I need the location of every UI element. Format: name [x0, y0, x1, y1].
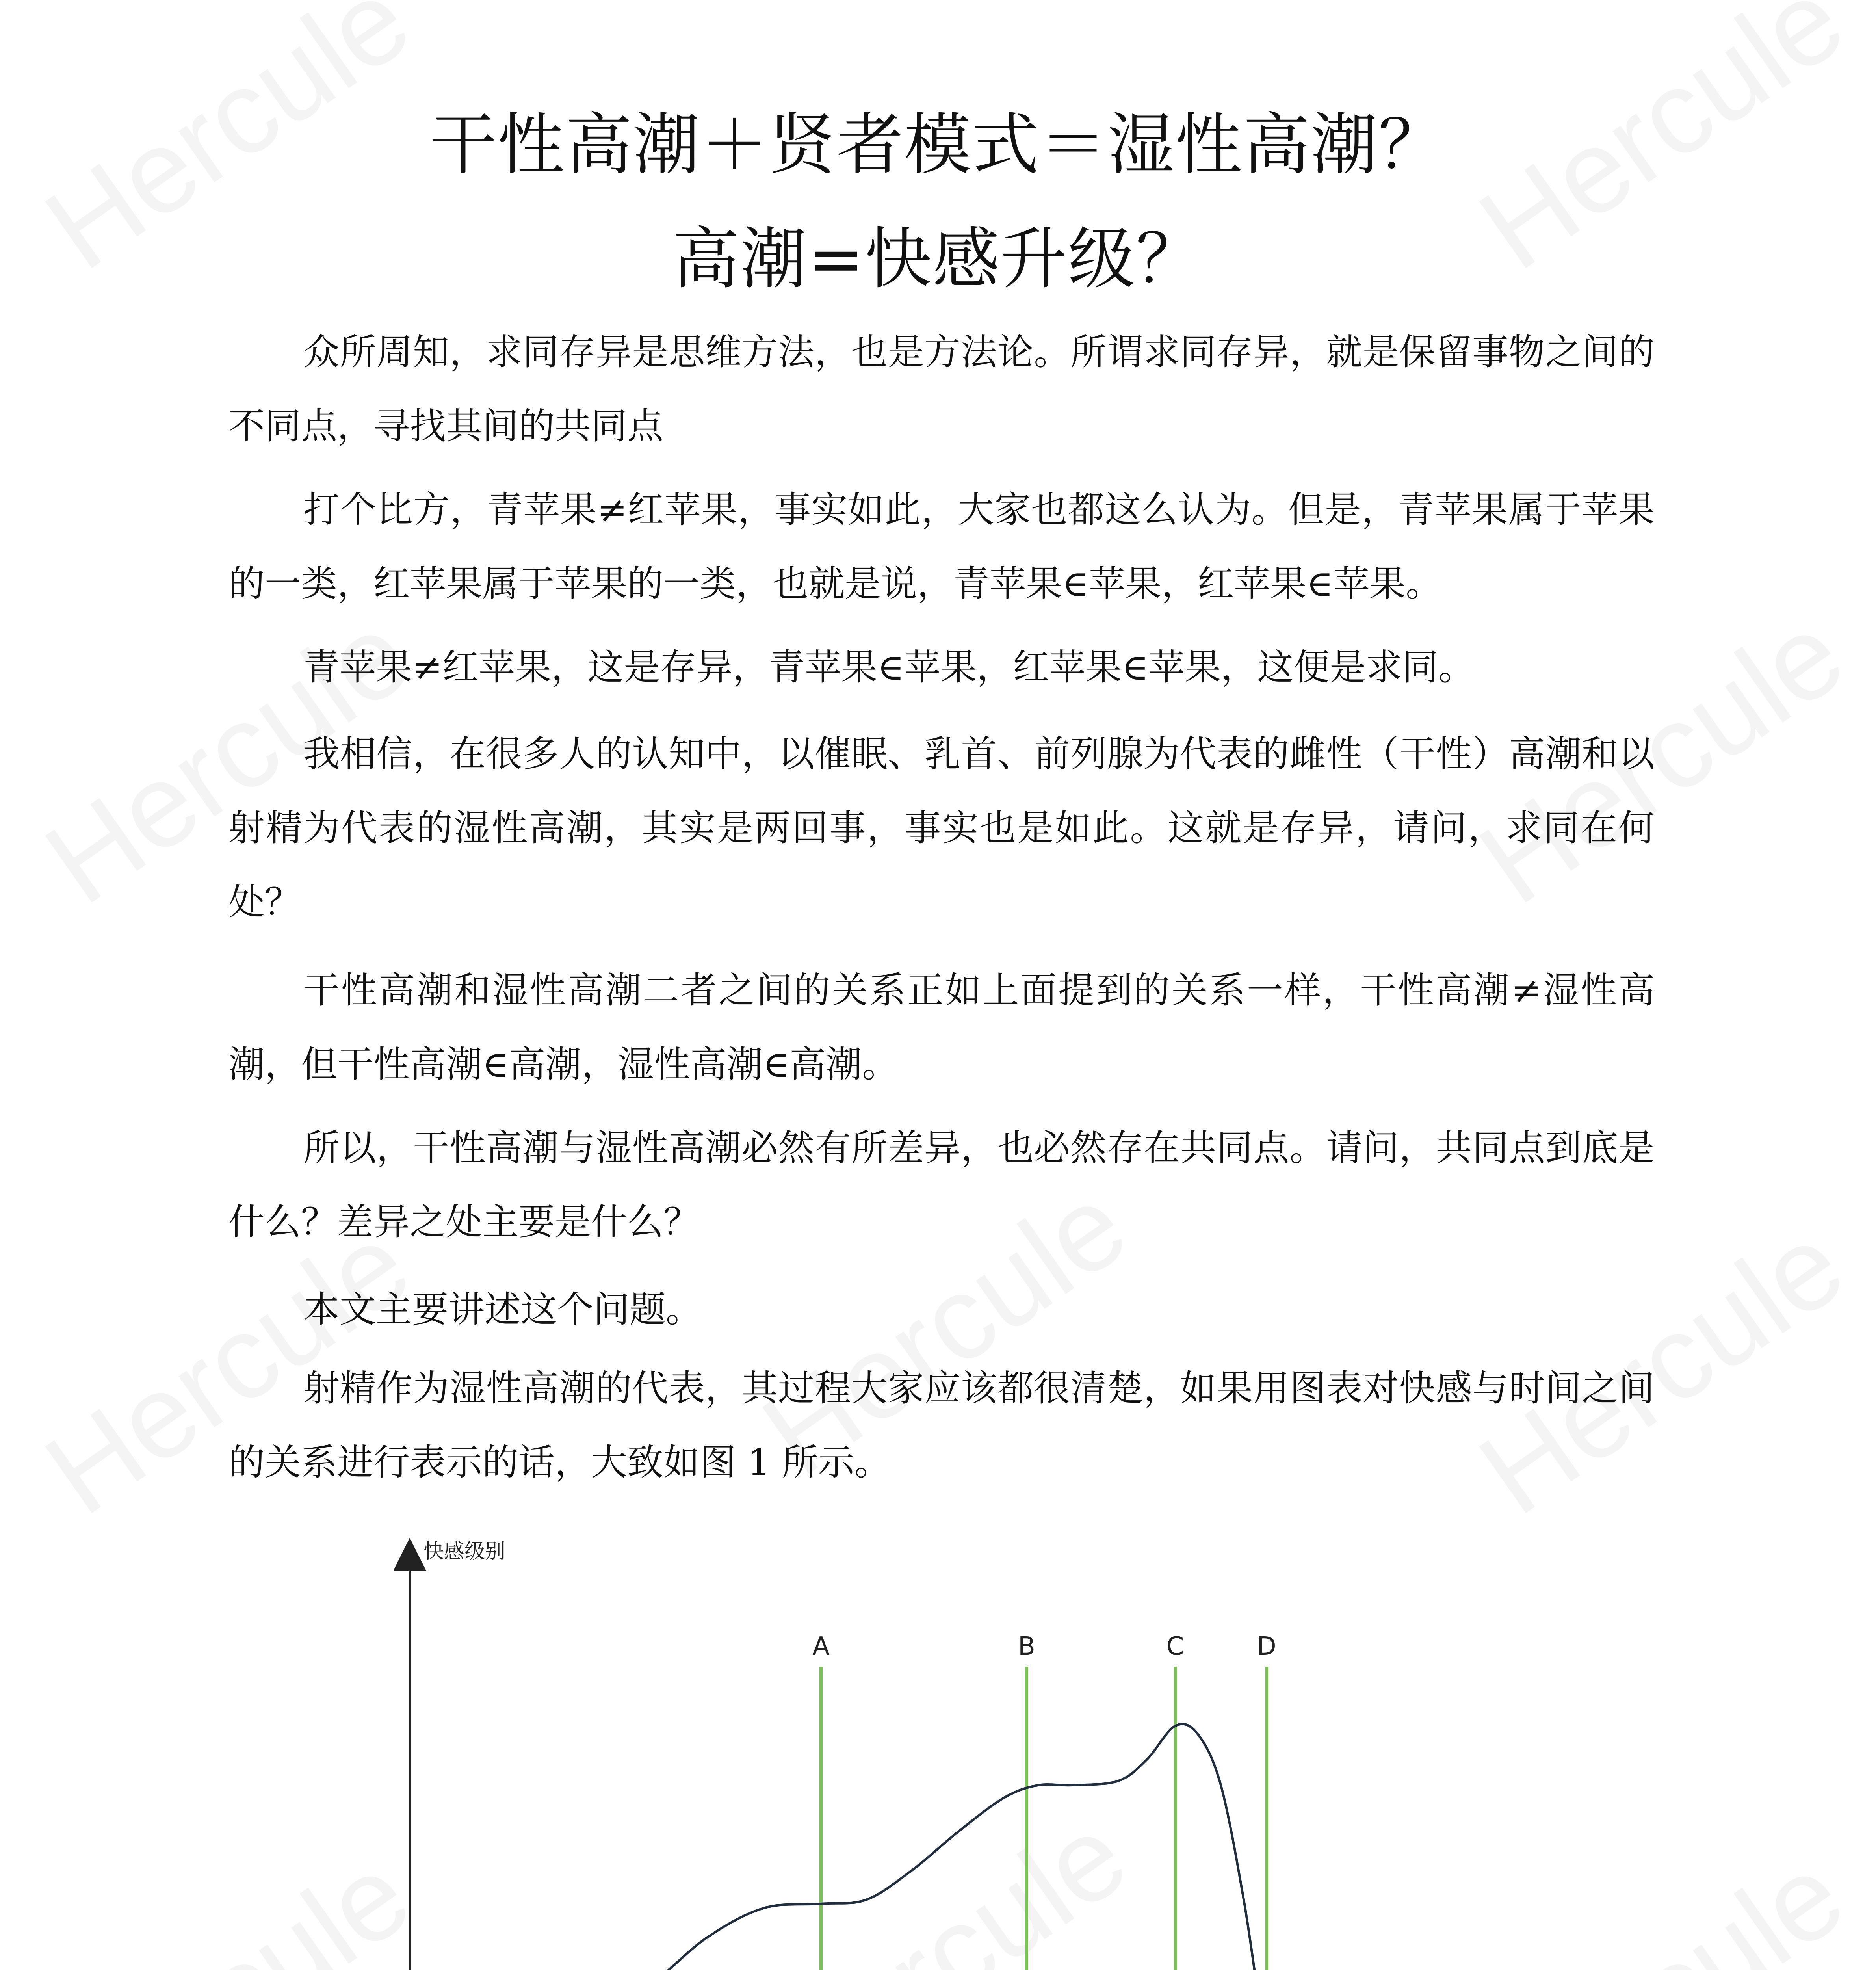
pleasure-time-chart: [394, 1537, 1576, 1970]
paragraph: 众所周知，求同存异是思维方法，也是方法论。所谓求同存异，就是保留事物之间的不同点，寻找其间的共同点: [228, 331, 1655, 447]
marker-label-a: A: [812, 1632, 830, 1661]
figure-1: [394, 1537, 1576, 1970]
paragraph: 打个比方，青苹果≠红苹果，事实如此，大家也都这么认为。但是，青苹果属于苹果的一类，红苹果属于苹果的一类，也就是说，青苹果∈苹果，红苹果∈苹果。: [228, 489, 1655, 605]
paragraph: 青苹果≠红苹果，这是存异，青苹果∈苹果，红苹果∈苹果，这便是求同。: [303, 646, 1475, 688]
paragraph: 所以，干性高潮与湿性高潮必然有所差异，也必然存在共同点。请问，共同点到底是什么？差异之处主要是什么？: [228, 1127, 1655, 1243]
paragraph: 本文主要讲述这个问题。: [303, 1288, 702, 1331]
watermark: [21, 1826, 433, 1970]
document-title-line-2: 高潮=快感升级？: [672, 220, 1204, 298]
marker-label-d: D: [1257, 1632, 1276, 1661]
marker-label-c: C: [1166, 1632, 1184, 1661]
paragraph: 干性高潮和湿性高潮二者之间的关系正如上面提到的关系一样，干性高潮≠湿性高潮，但干性高潮∈高潮，湿性高潮∈高潮。: [228, 969, 1655, 1085]
y-axis-label: 快感级别: [423, 1540, 506, 1563]
marker-label-b: B: [1018, 1632, 1035, 1661]
paragraph: 我相信，在很多人的认知中，以催眠、乳首、前列腺为代表的雌性（干性）高潮和以射精为代表的湿性高潮，其实是两回事，事实也是如此。这就是存异，请问，求同在何处？: [228, 733, 1655, 923]
document-title-line-1: 干性高潮＋贤者模式＝湿性高潮？: [429, 106, 1446, 184]
paragraph: 射精作为湿性高潮的代表，其过程大家应该都很清楚，如果用图表对快感与时间之间的关系进行表示的话，大致如图 1 所示。: [228, 1367, 1655, 1483]
pleasure-curve: [444, 1724, 1272, 1970]
